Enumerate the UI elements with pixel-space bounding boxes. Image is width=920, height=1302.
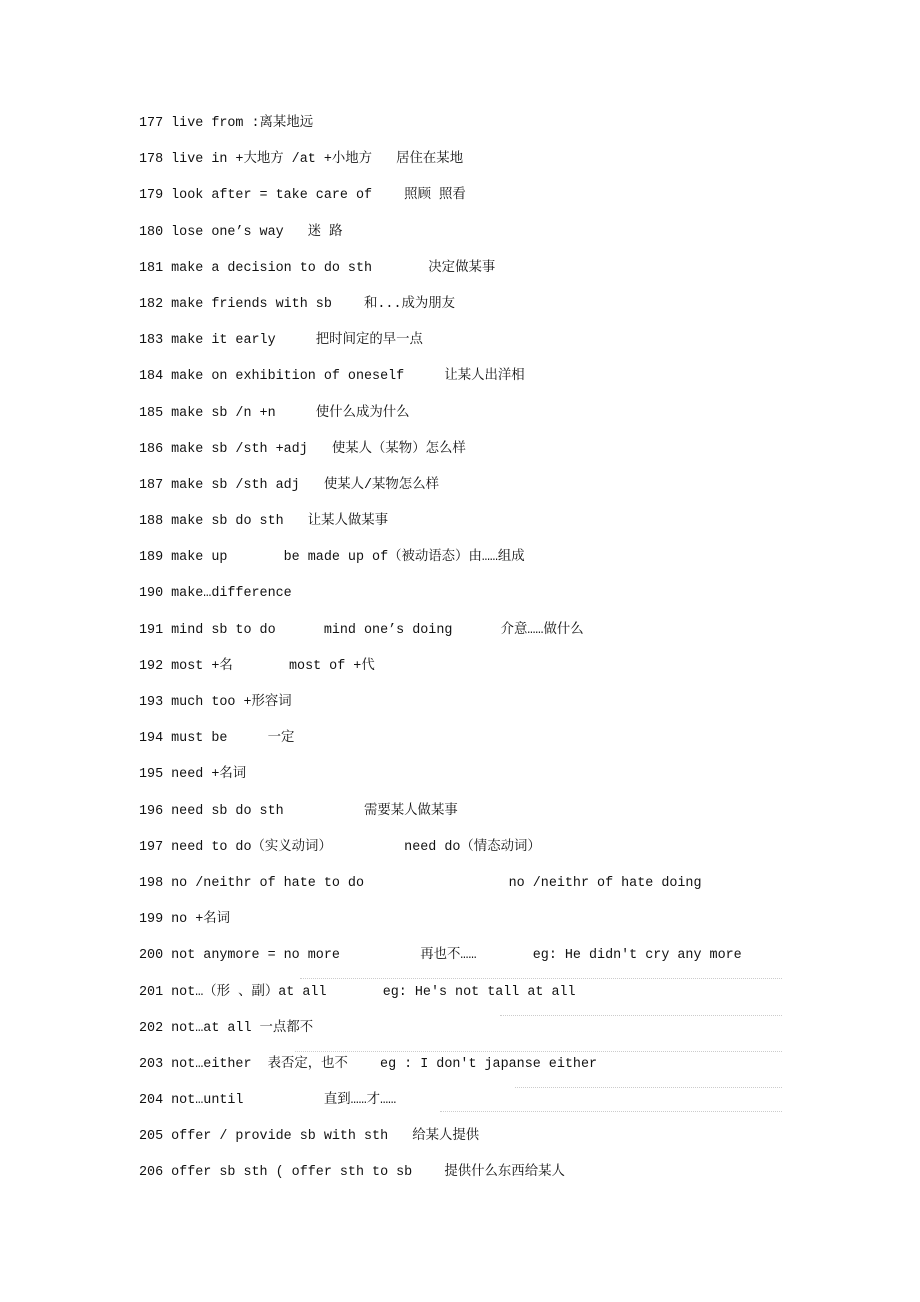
list-item: 192 most +名 most of +代	[139, 658, 375, 674]
list-item: 193 much too +形容词	[139, 695, 292, 710]
list-item: 205 offer / provide sb with sth 给某人提供	[139, 1129, 480, 1145]
list-item: 206 offer sb sth ( offer sth to sb 提供什么东西给某人	[139, 1165, 565, 1181]
list-item: 203 not…either 表否定，也不 eg : I don't japanse either	[139, 1056, 598, 1072]
list-item: 195 need +名词	[139, 767, 247, 783]
list-item: 200 not anymore = no more 再也不…… eg: He didn't cry any more	[139, 948, 742, 964]
list-item: 204 not…until 直到……才……	[139, 1093, 397, 1109]
list-item: 182 make friends with sb 和...成为朋友	[139, 296, 456, 312]
list-item: 177 live from :离某地远	[139, 116, 314, 131]
list-item: 201 not…（形 、副）at all eg: He's not tall at all	[139, 984, 576, 1000]
list-item: 198 no /neithr of hate to do no /neithr of hate doing	[139, 875, 702, 891]
list-item: 199 no +名词	[139, 912, 231, 928]
list-item: 180 lose one’s way 迷 路	[139, 224, 343, 240]
list-item: 178 live in +大地方 /at +小地方 居住在某地	[139, 152, 464, 168]
list-item: 196 need sb do sth 需要某人做某事	[139, 803, 458, 819]
list-item: 183 make it early 把时间定的早一点	[139, 333, 423, 349]
list-item: 197 need to do（实义动词） need do（情态动词）	[139, 839, 541, 855]
list-item: 188 make sb do sth 让某人做某事	[139, 514, 389, 530]
list-item: 187 make sb /sth adj 使某人/某物怎么样	[139, 477, 439, 493]
dotted-divider	[300, 978, 782, 979]
list-item: 179 look after = take care of 照顾 照看	[139, 188, 466, 204]
list-item: 186 make sb /sth +adj 使某人（某物）怎么样	[139, 441, 466, 457]
dotted-divider	[500, 1015, 782, 1016]
dotted-divider	[440, 1111, 782, 1112]
list-item: 191 mind sb to do mind one’s doing 介意……做什么	[139, 622, 584, 638]
list-item: 184 make on exhibition of oneself 让某人出洋相	[139, 369, 525, 385]
list-item: 202 not…at all 一点都不	[139, 1020, 314, 1036]
list-item: 190 make…difference	[139, 586, 292, 602]
dotted-divider	[295, 1051, 782, 1052]
dotted-divider	[515, 1087, 782, 1088]
list-item: 181 make a decision to do sth 决定做某事	[139, 260, 496, 276]
list-item: 194 must be 一定	[139, 731, 295, 747]
list-item: 189 make up be made up of（被动语态）由……组成	[139, 550, 525, 566]
vocabulary-list	[139, 114, 742, 1200]
list-item: 185 make sb /n +n 使什么成为什么	[139, 405, 410, 421]
